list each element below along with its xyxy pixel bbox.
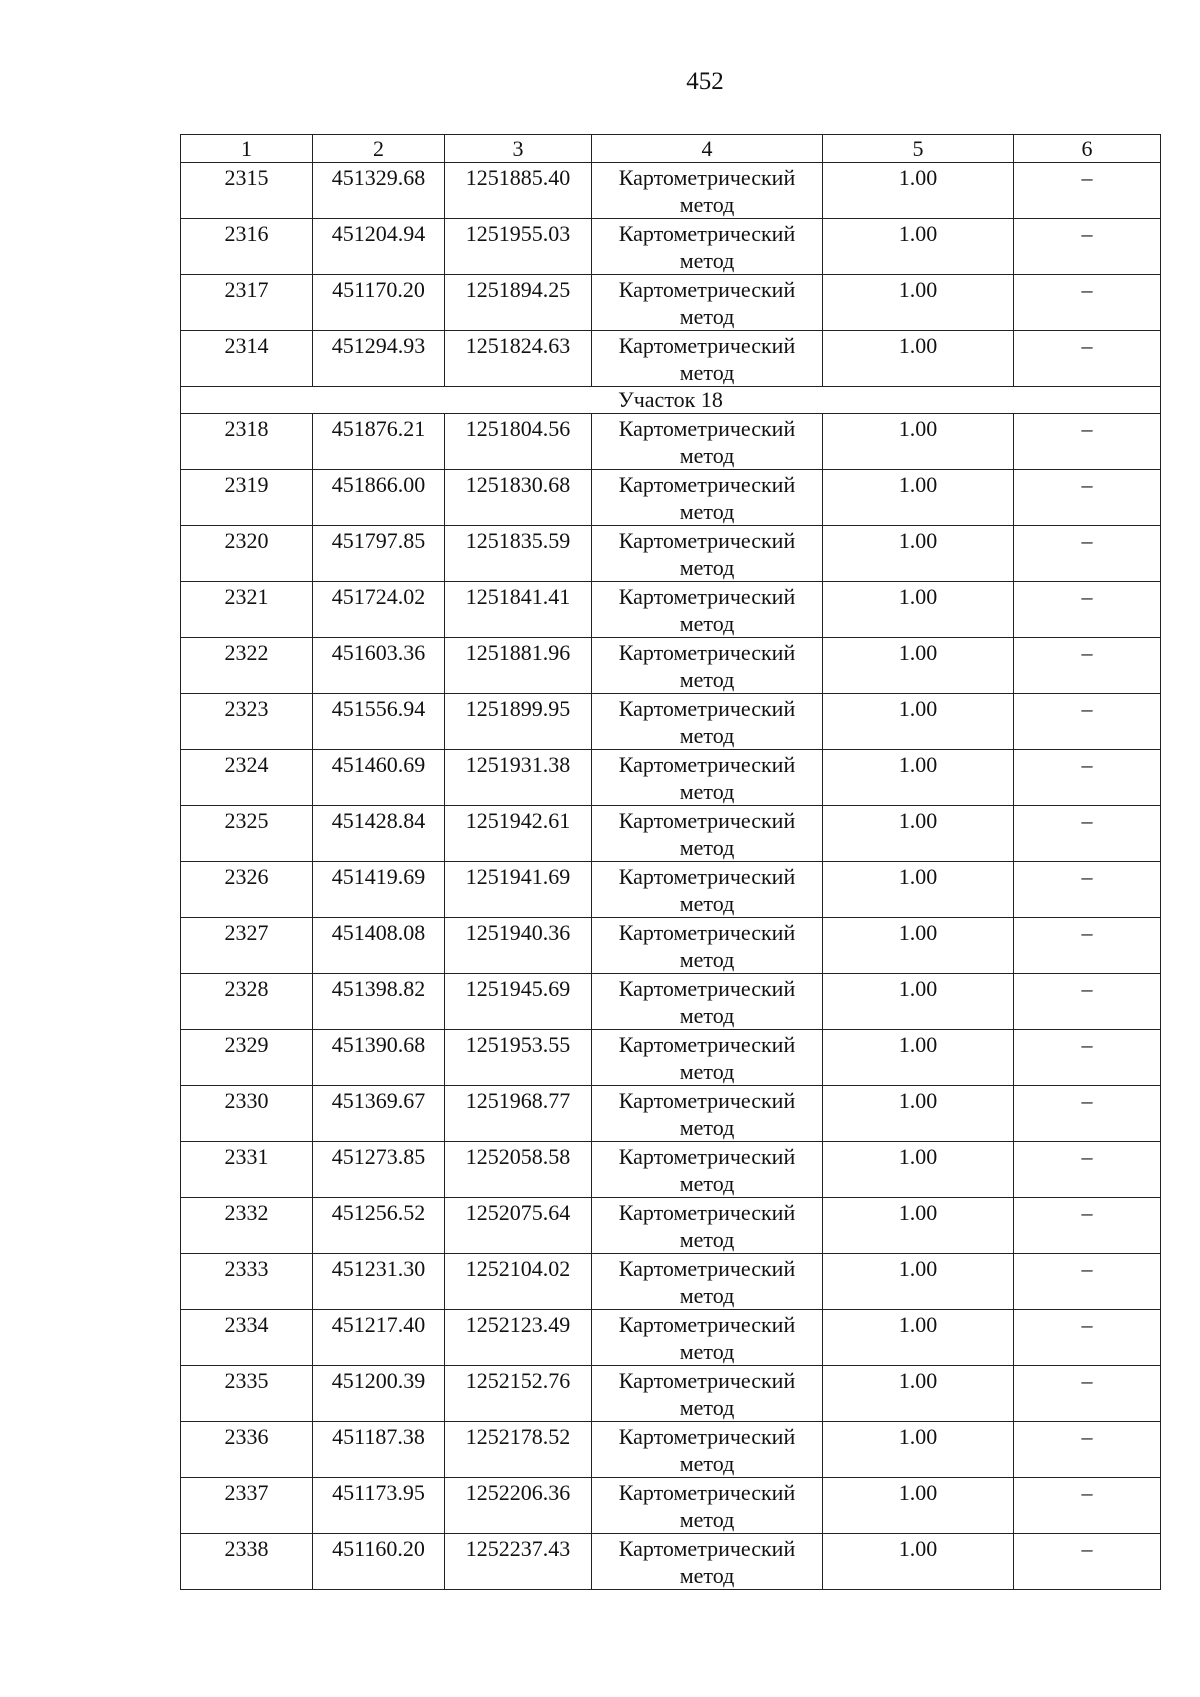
- note-cell: –: [1014, 1142, 1161, 1198]
- column-header-5: 5: [823, 135, 1014, 163]
- method-cell: [592, 526, 823, 582]
- method-text: метод: [679, 1003, 735, 1028]
- accuracy-cell: 1.00: [823, 414, 1014, 470]
- method-text: метод: [679, 1339, 735, 1364]
- note-cell: –: [1014, 1422, 1161, 1478]
- accuracy-cell: 1.00: [823, 1086, 1014, 1142]
- note-cell: –: [1014, 331, 1161, 387]
- note-cell: –: [1014, 694, 1161, 750]
- note-cell: –: [1014, 526, 1161, 582]
- note-cell: –: [1014, 1086, 1161, 1142]
- point-number-cell: 2323: [181, 694, 313, 750]
- method-cell: [592, 1030, 823, 1086]
- table-row: [181, 918, 1161, 974]
- point-number-cell: 2315: [181, 163, 313, 219]
- x-coordinate-cell: 451329.68: [313, 163, 445, 219]
- point-number-cell: 2338: [181, 1534, 313, 1590]
- x-coordinate-cell: 451876.21: [313, 414, 445, 470]
- accuracy-cell: 1.00: [823, 1366, 1014, 1422]
- method-cell: [592, 750, 823, 806]
- method-text: метод: [679, 891, 735, 916]
- header-row: [181, 135, 1161, 163]
- y-coordinate-cell: 1251942.61: [445, 806, 592, 862]
- note-cell: –: [1014, 1198, 1161, 1254]
- point-number-cell: 2318: [181, 414, 313, 470]
- y-coordinate-cell: 1251830.68: [445, 470, 592, 526]
- coordinates-table: [180, 134, 1161, 1590]
- method-text: метод: [679, 248, 735, 273]
- column-header-3: 3: [445, 135, 592, 163]
- note-cell: –: [1014, 638, 1161, 694]
- accuracy-cell: 1.00: [823, 918, 1014, 974]
- point-number-cell: 2328: [181, 974, 313, 1030]
- table-row: [181, 1534, 1161, 1590]
- table-row: [181, 638, 1161, 694]
- y-coordinate-cell: 1251899.95: [445, 694, 592, 750]
- y-coordinate-cell: 1252178.52: [445, 1422, 592, 1478]
- y-coordinate-cell: 1251940.36: [445, 918, 592, 974]
- table-row: [181, 470, 1161, 526]
- accuracy-cell: 1.00: [823, 582, 1014, 638]
- table-row: [181, 331, 1161, 387]
- point-number-cell: 2333: [181, 1254, 313, 1310]
- method-text: Картометрический: [618, 277, 796, 302]
- method-text: Картометрический: [618, 640, 796, 665]
- table-row: [181, 1366, 1161, 1422]
- table-row: [181, 1198, 1161, 1254]
- x-coordinate-cell: 451294.93: [313, 331, 445, 387]
- table-header: [181, 135, 1161, 163]
- note-cell: –: [1014, 974, 1161, 1030]
- table-row: [181, 806, 1161, 862]
- note-cell: –: [1014, 1254, 1161, 1310]
- point-number-cell: 2337: [181, 1478, 313, 1534]
- method-text: метод: [679, 611, 735, 636]
- note-cell: –: [1014, 750, 1161, 806]
- y-coordinate-cell: 1251953.55: [445, 1030, 592, 1086]
- method-text: метод: [679, 304, 735, 329]
- table-row: [181, 1422, 1161, 1478]
- method-cell: [592, 974, 823, 1030]
- point-number-cell: 2325: [181, 806, 313, 862]
- note-cell: –: [1014, 163, 1161, 219]
- x-coordinate-cell: 451200.39: [313, 1366, 445, 1422]
- method-cell: [592, 1310, 823, 1366]
- x-coordinate-cell: 451408.08: [313, 918, 445, 974]
- accuracy-cell: 1.00: [823, 1478, 1014, 1534]
- method-text: Картометрический: [618, 808, 796, 833]
- column-header-2: 2: [313, 135, 445, 163]
- method-text: метод: [679, 1115, 735, 1140]
- note-cell: –: [1014, 1366, 1161, 1422]
- method-cell: [592, 1198, 823, 1254]
- point-number-cell: 2329: [181, 1030, 313, 1086]
- method-cell: [592, 1478, 823, 1534]
- x-coordinate-cell: 451170.20: [313, 275, 445, 331]
- x-coordinate-cell: 451419.69: [313, 862, 445, 918]
- x-coordinate-cell: 451160.20: [313, 1534, 445, 1590]
- x-coordinate-cell: 451398.82: [313, 974, 445, 1030]
- y-coordinate-cell: 1251894.25: [445, 275, 592, 331]
- accuracy-cell: 1.00: [823, 694, 1014, 750]
- note-cell: –: [1014, 275, 1161, 331]
- method-cell: [592, 331, 823, 387]
- x-coordinate-cell: 451556.94: [313, 694, 445, 750]
- y-coordinate-cell: 1252206.36: [445, 1478, 592, 1534]
- y-coordinate-cell: 1252237.43: [445, 1534, 592, 1590]
- method-cell: [592, 470, 823, 526]
- table-row: [181, 414, 1161, 470]
- note-cell: –: [1014, 862, 1161, 918]
- note-cell: –: [1014, 219, 1161, 275]
- method-text: Картометрический: [618, 1312, 796, 1337]
- accuracy-cell: 1.00: [823, 862, 1014, 918]
- section-title: Участок 18: [181, 387, 1161, 414]
- y-coordinate-cell: 1251804.56: [445, 414, 592, 470]
- method-text: Картометрический: [618, 1424, 796, 1449]
- table-row: [181, 526, 1161, 582]
- method-cell: [592, 1366, 823, 1422]
- method-cell: [592, 1254, 823, 1310]
- method-cell: [592, 1086, 823, 1142]
- point-number-cell: 2322: [181, 638, 313, 694]
- method-text: Картометрический: [618, 1368, 796, 1393]
- y-coordinate-cell: 1252075.64: [445, 1198, 592, 1254]
- y-coordinate-cell: 1251841.41: [445, 582, 592, 638]
- accuracy-cell: 1.00: [823, 750, 1014, 806]
- y-coordinate-cell: 1251941.69: [445, 862, 592, 918]
- method-text: Картометрический: [618, 1088, 796, 1113]
- method-cell: [592, 806, 823, 862]
- y-coordinate-cell: 1251835.59: [445, 526, 592, 582]
- page-number: 452: [686, 68, 724, 95]
- table-row: [181, 862, 1161, 918]
- table-row: [181, 582, 1161, 638]
- method-cell: [592, 275, 823, 331]
- y-coordinate-cell: 1252058.58: [445, 1142, 592, 1198]
- table-row: [181, 275, 1161, 331]
- table-row: [181, 163, 1161, 219]
- method-cell: [592, 1534, 823, 1590]
- point-number-cell: 2320: [181, 526, 313, 582]
- note-cell: –: [1014, 1478, 1161, 1534]
- method-text: метод: [679, 1171, 735, 1196]
- table-row: [181, 1478, 1161, 1534]
- method-text: Картометрический: [618, 1256, 796, 1281]
- method-text: метод: [679, 1059, 735, 1084]
- note-cell: –: [1014, 414, 1161, 470]
- accuracy-cell: 1.00: [823, 974, 1014, 1030]
- x-coordinate-cell: 451460.69: [313, 750, 445, 806]
- method-text: Картометрический: [618, 1200, 796, 1225]
- method-text: Картометрический: [618, 920, 796, 945]
- table-row: [181, 1030, 1161, 1086]
- method-text: метод: [679, 779, 735, 804]
- x-coordinate-cell: 451797.85: [313, 526, 445, 582]
- method-text: метод: [679, 1227, 735, 1252]
- method-cell: [592, 1422, 823, 1478]
- point-number-cell: 2334: [181, 1310, 313, 1366]
- method-text: Картометрический: [618, 165, 796, 190]
- point-number-cell: 2335: [181, 1366, 313, 1422]
- table-row: [181, 750, 1161, 806]
- point-number-cell: 2321: [181, 582, 313, 638]
- x-coordinate-cell: 451187.38: [313, 1422, 445, 1478]
- table-row: [181, 694, 1161, 750]
- column-header-4: 4: [592, 135, 823, 163]
- method-text: Картометрический: [618, 752, 796, 777]
- method-text: метод: [679, 723, 735, 748]
- method-text: метод: [679, 667, 735, 692]
- x-coordinate-cell: 451866.00: [313, 470, 445, 526]
- method-cell: [592, 219, 823, 275]
- x-coordinate-cell: 451724.02: [313, 582, 445, 638]
- point-number-cell: 2316: [181, 219, 313, 275]
- y-coordinate-cell: 1251955.03: [445, 219, 592, 275]
- method-text: метод: [679, 1563, 735, 1588]
- method-cell: [592, 414, 823, 470]
- accuracy-cell: 1.00: [823, 638, 1014, 694]
- column-header-6: 6: [1014, 135, 1161, 163]
- method-text: Картометрический: [618, 1144, 796, 1169]
- x-coordinate-cell: 451369.67: [313, 1086, 445, 1142]
- y-coordinate-cell: 1251931.38: [445, 750, 592, 806]
- accuracy-cell: 1.00: [823, 331, 1014, 387]
- table-row: [181, 1254, 1161, 1310]
- accuracy-cell: 1.00: [823, 1254, 1014, 1310]
- point-number-cell: 2319: [181, 470, 313, 526]
- y-coordinate-cell: 1251881.96: [445, 638, 592, 694]
- x-coordinate-cell: 451173.95: [313, 1478, 445, 1534]
- accuracy-cell: 1.00: [823, 163, 1014, 219]
- method-cell: [592, 638, 823, 694]
- accuracy-cell: 1.00: [823, 219, 1014, 275]
- y-coordinate-cell: 1251885.40: [445, 163, 592, 219]
- method-text: метод: [679, 443, 735, 468]
- y-coordinate-cell: 1252104.02: [445, 1254, 592, 1310]
- method-text: метод: [679, 360, 735, 385]
- method-text: Картометрический: [618, 696, 796, 721]
- method-text: метод: [679, 499, 735, 524]
- method-text: метод: [679, 947, 735, 972]
- point-number-cell: 2336: [181, 1422, 313, 1478]
- method-text: Картометрический: [618, 1480, 796, 1505]
- method-text: Картометрический: [618, 1032, 796, 1057]
- accuracy-cell: 1.00: [823, 1310, 1014, 1366]
- note-cell: –: [1014, 1310, 1161, 1366]
- y-coordinate-cell: 1251824.63: [445, 331, 592, 387]
- accuracy-cell: 1.00: [823, 470, 1014, 526]
- x-coordinate-cell: 451256.52: [313, 1198, 445, 1254]
- point-number-cell: 2314: [181, 331, 313, 387]
- accuracy-cell: 1.00: [823, 526, 1014, 582]
- method-text: Картометрический: [618, 976, 796, 1001]
- point-number-cell: 2330: [181, 1086, 313, 1142]
- method-text: Картометрический: [618, 528, 796, 553]
- accuracy-cell: 1.00: [823, 1422, 1014, 1478]
- y-coordinate-cell: 1252152.76: [445, 1366, 592, 1422]
- method-text: Картометрический: [618, 221, 796, 246]
- method-text: Картометрический: [618, 472, 796, 497]
- point-number-cell: 2332: [181, 1198, 313, 1254]
- x-coordinate-cell: 451204.94: [313, 219, 445, 275]
- table-body: [181, 163, 1161, 1590]
- method-cell: [592, 918, 823, 974]
- x-coordinate-cell: 451428.84: [313, 806, 445, 862]
- table-row: [181, 1310, 1161, 1366]
- table-row: [181, 1142, 1161, 1198]
- table-row: [181, 974, 1161, 1030]
- note-cell: –: [1014, 470, 1161, 526]
- note-cell: –: [1014, 918, 1161, 974]
- method-text: метод: [679, 1283, 735, 1308]
- accuracy-cell: 1.00: [823, 275, 1014, 331]
- column-header-1: 1: [181, 135, 313, 163]
- x-coordinate-cell: 451603.36: [313, 638, 445, 694]
- method-text: метод: [679, 192, 735, 217]
- note-cell: –: [1014, 1534, 1161, 1590]
- method-text: метод: [679, 555, 735, 580]
- x-coordinate-cell: 451273.85: [313, 1142, 445, 1198]
- point-number-cell: 2331: [181, 1142, 313, 1198]
- method-text: Картометрический: [618, 1536, 796, 1561]
- note-cell: –: [1014, 1030, 1161, 1086]
- method-text: Картометрический: [618, 584, 796, 609]
- y-coordinate-cell: 1251945.69: [445, 974, 592, 1030]
- x-coordinate-cell: 451231.30: [313, 1254, 445, 1310]
- x-coordinate-cell: 451390.68: [313, 1030, 445, 1086]
- y-coordinate-cell: 1251968.77: [445, 1086, 592, 1142]
- table-row: [181, 219, 1161, 275]
- point-number-cell: 2324: [181, 750, 313, 806]
- point-number-cell: 2317: [181, 275, 313, 331]
- accuracy-cell: 1.00: [823, 1142, 1014, 1198]
- point-number-cell: 2326: [181, 862, 313, 918]
- x-coordinate-cell: 451217.40: [313, 1310, 445, 1366]
- method-text: Картометрический: [618, 416, 796, 441]
- method-text: метод: [679, 1395, 735, 1420]
- method-text: метод: [679, 1451, 735, 1476]
- accuracy-cell: 1.00: [823, 1030, 1014, 1086]
- method-cell: [592, 694, 823, 750]
- note-cell: –: [1014, 582, 1161, 638]
- y-coordinate-cell: 1252123.49: [445, 1310, 592, 1366]
- method-cell: [592, 582, 823, 638]
- section-row: [181, 387, 1161, 414]
- accuracy-cell: 1.00: [823, 806, 1014, 862]
- table-row: [181, 1086, 1161, 1142]
- note-cell: –: [1014, 806, 1161, 862]
- method-cell: [592, 1142, 823, 1198]
- accuracy-cell: 1.00: [823, 1534, 1014, 1590]
- method-text: Картометрический: [618, 333, 796, 358]
- method-text: Картометрический: [618, 864, 796, 889]
- method-text: метод: [679, 1507, 735, 1532]
- method-cell: [592, 862, 823, 918]
- method-text: метод: [679, 835, 735, 860]
- method-cell: [592, 163, 823, 219]
- point-number-cell: 2327: [181, 918, 313, 974]
- accuracy-cell: 1.00: [823, 1198, 1014, 1254]
